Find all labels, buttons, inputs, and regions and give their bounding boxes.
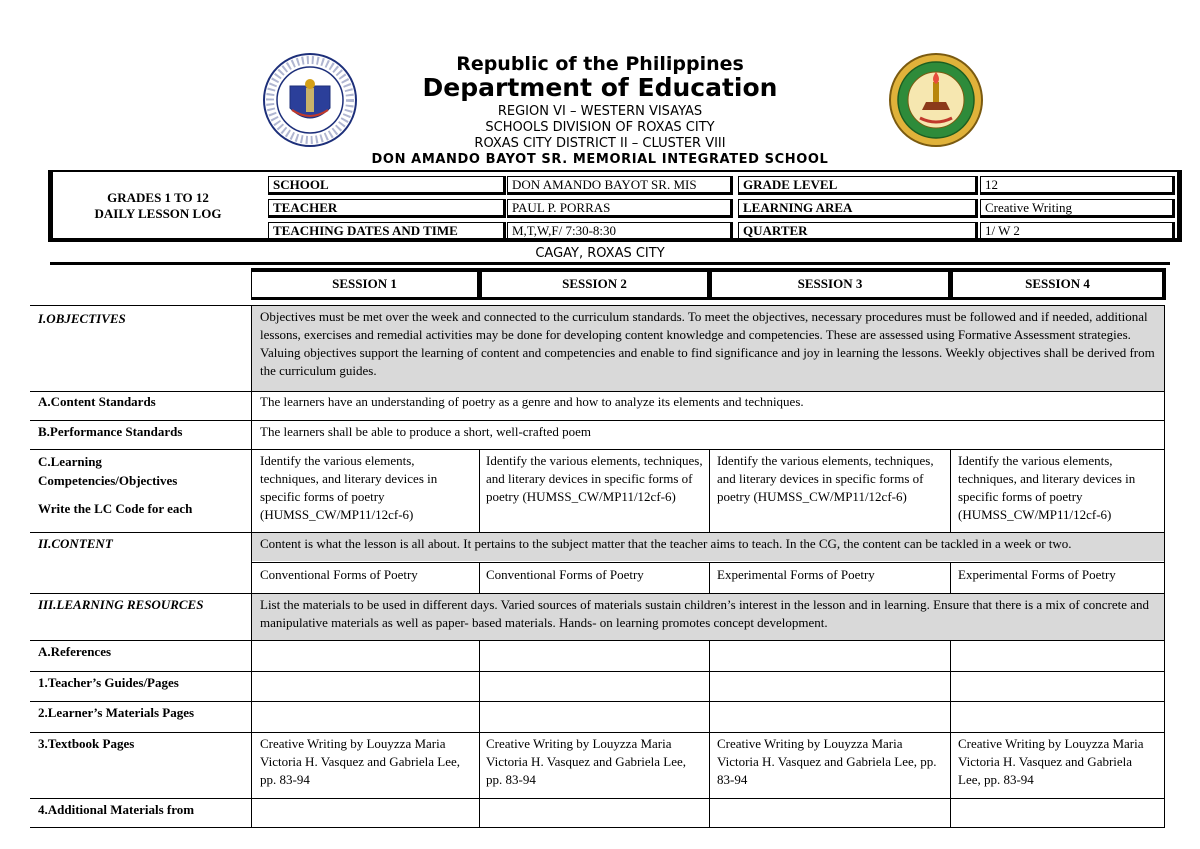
school-value: DON AMANDO BAYOT SR. MIS (507, 176, 733, 195)
objectives-label: I.OBJECTIVES (38, 311, 126, 326)
grid-line (950, 562, 951, 594)
references-label: A.References (38, 644, 112, 659)
grid-line (950, 640, 951, 828)
lc-session-2: Identify the various elements, techniques, and literary devices in specific forms of poetry (HUMSS_CW/MP11/12cf-6) (486, 453, 703, 504)
lc-label-line-2: Competencies/Objectives (38, 473, 178, 488)
textbook-session-1: Creative Writing by Louyzza Maria Victoria H. Vasquez and Gabriela Lee, pp. 83-94 (260, 736, 461, 787)
grid-line (30, 671, 1165, 672)
lc-session-3: Identify the various elements, techniques, and literary devices in specific forms of poetry (HUMSS_CW/MP11/12cf-6) (717, 453, 934, 504)
learning-area-value: Creative Writing (980, 199, 1175, 218)
deped-seal-logo (262, 52, 358, 148)
content-standards-label: A.Content Standards (38, 394, 156, 409)
grid-line (479, 640, 480, 828)
grid-line (30, 732, 1165, 733)
textbook-pages-label: 3.Textbook Pages (38, 736, 135, 751)
session-2-header: SESSION 2 (481, 268, 711, 300)
lc-session-4: Identify the various elements, techniques, and literary devices in specific forms of poetry (HUMSS_CW/MP11/12cf-6) (958, 453, 1136, 522)
content-standards-text: The learners have an understanding of poetry as a genre and how to analyze its elements and techniques. (260, 394, 804, 409)
republic-heading: Republic of the Philippines (456, 53, 744, 75)
grid-line (709, 449, 710, 533)
grid-line (479, 449, 480, 533)
grid-line (30, 391, 1165, 392)
content-session-3: Experimental Forms of Poetry (717, 567, 875, 582)
dll-title (53, 190, 263, 222)
grid-line (30, 798, 1165, 799)
school-label: SCHOOL (268, 176, 506, 195)
grade-level-label: GRADE LEVEL (738, 176, 978, 195)
learning-resources-label: III.LEARNING RESOURCES (38, 597, 204, 612)
grid-line (479, 562, 480, 594)
teaching-dates-label: TEACHING DATES AND TIME (268, 222, 506, 241)
textbook-session-2: Creative Writing by Louyzza Maria Victoria H. Vasquez and Gabriela Lee, pp. 83-94 (486, 736, 687, 787)
content-session-2: Conventional Forms of Poetry (486, 567, 644, 582)
lc-label-line-3: Write the LC Code for each (38, 501, 193, 516)
session-1-header: SESSION 1 (251, 268, 481, 300)
header-rule (50, 262, 1170, 265)
dll-title-line-1: GRADES 1 TO 12 (107, 190, 209, 205)
performance-standards-label: B.Performance Standards (38, 424, 183, 439)
session-3-header: SESSION 3 (711, 268, 952, 300)
school-name-line: DON AMANDO BAYOT SR. MEMORIAL INTEGRATED SCHOOL (371, 152, 829, 167)
teaching-dates-value: M,T,W,F/ 7:30-8:30 (507, 222, 733, 241)
region-line: REGION VI – WESTERN VISAYAS (497, 104, 703, 119)
learning-area-label: LEARNING AREA (738, 199, 978, 218)
teacher-label: TEACHER (268, 199, 506, 218)
grid-line (950, 449, 951, 533)
grid-line (30, 640, 1165, 641)
learners-materials-label: 2.Learner’s Materials Pages (38, 705, 195, 720)
lc-session-1: Identify the various elements, techniques, and literary devices in specific forms of poetry (HUMSS_CW/MP11/12cf-6) (260, 453, 438, 522)
resources-description-cell: List the materials to be used in different days. Varied sources of materials sustain children’s interest in the lesson and in learning. Ensure that there is a mix of concrete and manipulative materials as well as paper- based materials. Hands- on learning promotes concept development. (252, 594, 1164, 640)
grid-line (30, 593, 1165, 594)
lc-label-line-1: C.Learning (38, 454, 102, 469)
content-session-1: Conventional Forms of Poetry (260, 567, 418, 582)
learning-competencies-label (30, 450, 252, 520)
quarter-label: QUARTER (738, 222, 978, 241)
grid-line (709, 640, 710, 828)
grid-line (709, 562, 710, 594)
quarter-value: 1/ W 2 (980, 222, 1175, 241)
grid-line (30, 305, 1165, 306)
division-line: SCHOOLS DIVISION OF ROXAS CITY (485, 120, 715, 135)
textbook-session-3: Creative Writing by Louyzza Maria Victoria H. Vasquez and Gabriela Lee, pp. 83-94 (717, 736, 937, 787)
grid-line (1164, 305, 1165, 828)
department-heading: Department of Education (422, 73, 778, 102)
grid-line (30, 420, 1165, 421)
session-4-header: SESSION 4 (952, 268, 1166, 300)
objectives-cell: Objectives must be met over the week and connected to the curriculum standards. To meet the objectives, necessary procedures must be followed and if needed, additional lessons, exercises and remedial activities may be done for developing content knowledge and competencies. These are assessed using Formative Assessment strategies. Valuing objectives support the learning of content and competencies and enable to find significance and joy in learning the lessons. Weekly objectives shall be derived from the curriculum guides. (252, 306, 1164, 391)
grade-level-value: 12 (980, 176, 1175, 195)
teachers-guides-label: 1.Teacher’s Guides/Pages (38, 675, 179, 690)
teacher-value: PAUL P. PORRAS (507, 199, 733, 218)
performance-standards-text: The learners shall be able to produce a short, well-crafted poem (260, 424, 591, 439)
school-seal-logo (888, 52, 984, 148)
grid-line (30, 827, 1165, 828)
grid-line (30, 532, 1165, 533)
additional-materials-label: 4.Additional Materials from (38, 802, 195, 817)
grid-line (30, 449, 1165, 450)
dll-title-line-2: DAILY LESSON LOG (94, 206, 222, 221)
content-label: II.CONTENT (38, 536, 113, 551)
grid-line (30, 701, 1165, 702)
textbook-session-4: Creative Writing by Louyzza Maria Victoria H. Vasquez and Gabriela Lee, pp. 83-94 (958, 736, 1144, 787)
grid-line (251, 305, 252, 828)
district-line: ROXAS CITY DISTRICT II – CLUSTER VIII (474, 136, 726, 151)
content-session-4: Experimental Forms of Poetry (958, 567, 1116, 582)
content-description-cell: Content is what the lesson is all about. It pertains to the subject matter that the teacher aims to teach. In the CG, the content can be tackled in a week or two. (252, 533, 1164, 561)
location-line: CAGAY, ROXAS CITY (535, 246, 665, 261)
